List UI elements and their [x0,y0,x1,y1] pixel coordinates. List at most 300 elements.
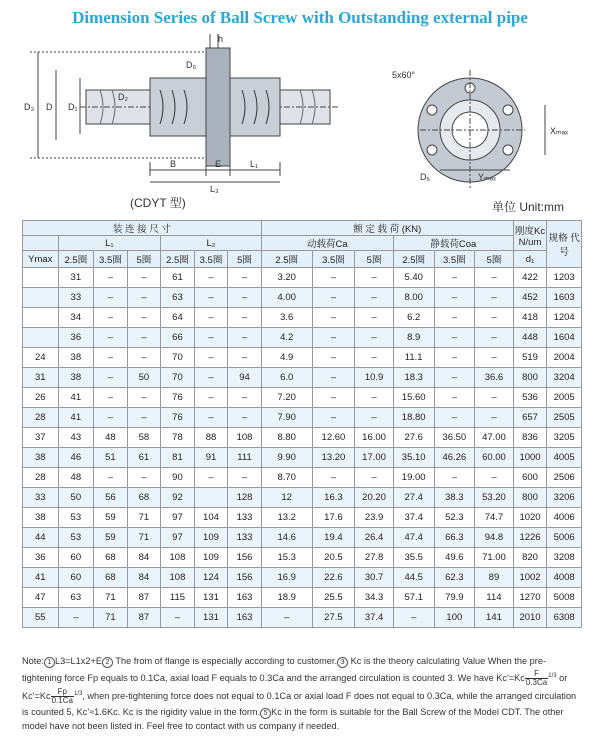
table-cell: 128 [228,488,262,508]
table-cell: – [312,308,355,328]
table-row [23,448,582,468]
table-cell: 53 [58,528,94,548]
table-row [23,588,582,608]
table-cell: 92 [161,488,195,508]
label-l1: L₁ [250,159,259,169]
table-cell: – [94,388,128,408]
table-cell: 37.4 [355,608,394,628]
table-cell: 61 [161,268,195,288]
table-cell: 87 [127,588,161,608]
label-d3: D₃ [24,102,35,112]
table-cell: 3.6 [261,308,312,328]
table-cell: 131 [194,608,228,628]
table-cell: 8.80 [261,428,312,448]
table-cell: 4006 [547,508,582,528]
table-cell: 124 [194,568,228,588]
table-cell: – [475,468,514,488]
table-cell: 5006 [547,528,582,548]
table-cell: 81 [161,448,195,468]
table-cell: – [475,328,514,348]
table-row [23,568,582,588]
table-cell: – [312,368,355,388]
table-cell: 30.7 [355,568,394,588]
table-cell: 8.00 [393,288,434,308]
table-cell: – [194,268,228,288]
table-cell: – [127,288,161,308]
table-cell: 34.3 [355,588,394,608]
column-header: 2.5圈 [58,251,94,268]
label-h: h [218,34,224,44]
table-cell: 59 [94,508,128,528]
table-cell: 91 [194,448,228,468]
table-cell: 2010 [513,608,547,628]
table-cell: 66 [161,328,195,348]
table-cell: – [475,388,514,408]
table-cell: 3204 [547,368,582,388]
table-cell: 3206 [547,488,582,508]
table-cell: – [127,328,161,348]
table-row [23,528,582,548]
table-cell: 6.2 [393,308,434,328]
table-cell: 46.26 [434,448,475,468]
table-cell: 60 [58,548,94,568]
table-cell: – [475,288,514,308]
table-cell: 27.5 [312,608,355,628]
table-row [23,328,582,348]
table-cell: 18.9 [261,588,312,608]
table-cell: – [161,608,195,628]
table-cell: 23.9 [355,508,394,528]
table-cell: 14.6 [261,528,312,548]
table-cell: 31 [58,268,94,288]
table-cell: 16.9 [261,568,312,588]
table-cell: 100 [434,608,475,628]
table-cell: 31 [23,368,59,388]
table-cell: – [194,388,228,408]
table-cell [23,288,59,308]
table-cell: 90 [161,468,195,488]
table-cell: 1226 [513,528,547,548]
table-cell: – [261,608,312,628]
table-cell: 104 [194,508,228,528]
table-cell: 156 [228,568,262,588]
table-cell: – [94,268,128,288]
table-cell: 820 [513,548,547,568]
table-cell: 61 [127,448,161,468]
table-cell: 9.90 [261,448,312,468]
table-cell: 1604 [547,328,582,348]
table-cell: 4.00 [261,288,312,308]
table-cell: – [94,348,128,368]
table-cell: – [355,408,394,428]
table-cell: – [434,328,475,348]
label-e: E [215,159,222,169]
table-row [23,388,582,408]
table-cell: – [355,268,394,288]
table-cell: – [355,468,394,488]
table-cell: 19.4 [312,528,355,548]
table-cell: 20.5 [312,548,355,568]
table-row [23,428,582,448]
table-cell: – [194,468,228,488]
label-ymax: Yₘₐₓ [478,172,496,182]
table-cell: – [127,308,161,328]
table-cell: 41 [58,388,94,408]
header-l1: L₁ [58,236,161,251]
table-cell: 59 [94,528,128,548]
table-cell: – [194,308,228,328]
table-cell: 64 [161,308,195,328]
table-cell: – [434,288,475,308]
table-cell: 114 [475,588,514,608]
table-cell: 519 [513,348,547,368]
table-cell: 27.8 [355,548,394,568]
column-header: 5圈 [475,251,514,268]
table-cell: 5008 [547,588,582,608]
table-cell: 3205 [547,428,582,448]
table-cell: – [475,348,514,368]
table-cell: – [312,468,355,488]
table-cell: 657 [513,408,547,428]
table-cell: 16.3 [312,488,355,508]
model-label: (CDYT 型) [130,196,186,210]
fraction-pretension: $\frac{Fp}{0.1Ca}$ [51,686,73,705]
table-cell: 33 [23,488,59,508]
table-cell: – [434,348,475,368]
column-header: d₁ [513,251,547,268]
table-row [23,308,582,328]
table-cell: 38 [23,448,59,468]
table-cell: 71 [127,528,161,548]
table-cell: 1000 [513,448,547,468]
table-cell: 163 [228,608,262,628]
table-cell: 38 [58,348,94,368]
table-cell: – [194,408,228,428]
table-cell: 71 [127,508,161,528]
table-cell: 1270 [513,588,547,608]
table-cell: 68 [94,548,128,568]
table-row [23,488,582,508]
table-cell: 41 [58,408,94,428]
header-l2: L₂ [161,236,262,251]
table-cell: 43 [58,428,94,448]
table-cell: 2505 [547,408,582,428]
table-row [23,548,582,568]
table-cell: 36 [58,328,94,348]
table-row [23,408,582,428]
table-cell: 1603 [547,288,582,308]
label-d5: D₅ [420,172,431,182]
table-cell: – [312,348,355,368]
table-row [23,468,582,488]
table-cell: 133 [228,508,262,528]
column-header: 5圈 [228,251,262,268]
table-cell: 53.20 [475,488,514,508]
table-cell: – [94,368,128,388]
table-cell: – [94,288,128,308]
column-header: 5圈 [127,251,161,268]
table-cell: 10.9 [355,368,394,388]
table-cell: 76 [161,408,195,428]
header-spec: 规格 代号 [547,221,582,268]
table-cell: 47.00 [475,428,514,448]
column-header: 2.5圈 [161,251,195,268]
table-cell: 836 [513,428,547,448]
column-header: 2.5圈 [261,251,312,268]
label-d6: D₆ [186,60,197,70]
table-cell: 37.4 [393,508,434,528]
table-cell: 60.00 [475,448,514,468]
table-cell: 422 [513,268,547,288]
column-header: 3.5圈 [94,251,128,268]
dimension-table [22,220,582,628]
table-cell: 47.4 [393,528,434,548]
table-cell: 22.6 [312,568,355,588]
table-row [23,608,582,628]
column-header: 3.5圈 [312,251,355,268]
table-cell: – [194,348,228,368]
fraction-load: $\frac{F}{0.3Ca}$ [525,668,548,687]
table-row [23,508,582,528]
table-cell [23,328,59,348]
table-cell: 452 [513,288,547,308]
table-cell: – [194,328,228,348]
table-cell: 71 [94,588,128,608]
table-cell: 1203 [547,268,582,288]
header-stiffness: 刚度Kc N/um [513,221,547,251]
label-d1: D₁ [68,102,78,112]
table-cell: 2004 [547,348,582,368]
table-cell: 6.0 [261,368,312,388]
table-cell: 24 [23,348,59,368]
table-cell: 800 [513,368,547,388]
table-cell: 38 [23,508,59,528]
table-cell: – [434,468,475,488]
table-cell: 18.3 [393,368,434,388]
table-cell: 3208 [547,548,582,568]
table-cell: 46 [58,448,94,468]
table-cell: 94 [228,368,262,388]
table-cell: 68 [127,488,161,508]
table-cell: – [228,388,262,408]
table-cell: 36 [23,548,59,568]
table-cell: 4005 [547,448,582,468]
table-cell: 28 [23,408,59,428]
table-cell: 48 [58,468,94,488]
table-cell: – [312,268,355,288]
table-cell: – [434,408,475,428]
table-row [23,268,582,288]
table-cell: 49.6 [434,548,475,568]
table-cell: 111 [228,448,262,468]
table-cell: – [194,368,228,388]
table-cell: 8.9 [393,328,434,348]
table-cell: 11.1 [393,348,434,368]
table-row [23,288,582,308]
table-cell: – [475,308,514,328]
table-cell: 26 [23,388,59,408]
table-cell: 60 [58,568,94,588]
table-cell: 33 [58,288,94,308]
table-cell: 41 [23,568,59,588]
page-title: Dimension Series of Ball Screw with Outstanding external pipe [72,8,528,27]
table-cell: 133 [228,528,262,548]
table-cell: 1020 [513,508,547,528]
table-cell: 17.00 [355,448,394,468]
table-cell: 8.70 [261,468,312,488]
table-cell [23,308,59,328]
table-cell: – [475,408,514,428]
table-cell: 63 [161,288,195,308]
table-cell: – [312,408,355,428]
label-d2: D₂ [118,92,128,102]
table-cell: 448 [513,328,547,348]
table-cell: 115 [161,588,195,608]
unit-label: 单位 Unit:mm [492,200,565,214]
table-cell: 71.00 [475,548,514,568]
table-cell: 36.6 [475,368,514,388]
table-cell: 84 [127,568,161,588]
table-cell: 66.3 [434,528,475,548]
table-cell: – [228,468,262,488]
table-cell: 38.3 [434,488,475,508]
table-cell: – [355,308,394,328]
table-cell: 6308 [547,608,582,628]
table-cell: 131 [194,588,228,608]
table-row [23,348,582,368]
table-cell: – [58,608,94,628]
table-cell: 27.6 [393,428,434,448]
header-dyn: 动载荷Ca [261,236,393,251]
table-cell: 68 [94,568,128,588]
table-cell: 20.20 [355,488,394,508]
label-d: D [46,102,53,112]
table-cell: 71 [94,608,128,628]
table-cell: – [194,288,228,308]
table-cell: 12 [261,488,312,508]
table-cell: – [228,408,262,428]
table-cell: 800 [513,488,547,508]
table-cell: 7.20 [261,388,312,408]
table-cell: – [228,288,262,308]
table-cell: 79.9 [434,588,475,608]
table-cell: 108 [161,548,195,568]
table-cell: 70 [161,348,195,368]
table-cell: 37 [23,428,59,448]
table-cell: 600 [513,468,547,488]
table-cell: 36.50 [434,428,475,448]
label-b: B [170,159,177,169]
table-cell: – [475,268,514,288]
table-cell: 4.9 [261,348,312,368]
table-cell: 87 [127,608,161,628]
column-header: 2.5圈 [393,251,434,268]
table-cell: 70 [161,368,195,388]
table-cell: 51 [94,448,128,468]
table-cell: 57.1 [393,588,434,608]
table-cell: – [127,388,161,408]
column-header: 3.5圈 [434,251,475,268]
table-cell: 17.6 [312,508,355,528]
table-cell: 418 [513,308,547,328]
table-cell: 15.3 [261,548,312,568]
table-cell: 84 [127,548,161,568]
ball-screw-diagram [0,30,600,215]
table-cell: 58 [127,428,161,448]
table-cell: 15.60 [393,388,434,408]
table-cell: 109 [194,528,228,548]
table-cell: 97 [161,508,195,528]
table-cell: – [127,268,161,288]
table-cell: – [434,308,475,328]
table-cell: 35.5 [393,548,434,568]
table-cell: 44 [23,528,59,548]
table-cell: 38 [58,368,94,388]
label-angle: 5x60° [392,70,416,80]
table-cell: 50 [58,488,94,508]
table-cell: 50 [127,368,161,388]
header-group-dim: 装 连 接 尺 寸 [23,221,262,236]
table-cell: 78 [161,428,195,448]
table-cell: 2005 [547,388,582,408]
label-l3: L₃ [210,184,219,194]
table-cell: 35.10 [393,448,434,468]
table-cell: – [355,348,394,368]
footnote: Note: 1 L3=L1x2+E 2 The from of flange is especially according to customer. 3 Kc is the theory calculating Value When the pre-tightening force Fp equals to 0.1Ca, axial load F equals to 0.3Ca and the arranged circulation is counted 3. We have Kc'=Kc $\frac{F}{0.3Ca}$ $^{1/3}$ or Kc'=Kc $\frac{Fp}{0.1Ca}$ $^{1/3}$, when pre-tightening force does not equal to 0.1Ca or axial load F does not equal to 0.3Ca, while the arranged circulation is counted 5, Kc'≈1.6Kc. Kc is the rigidity value in the form. 5 Kc in the form is suitable for the Ball Screw of the Model CDT. The other model have not been listed in. Feel free to contact with us company if needed. [22,656,577,732]
table-cell: 13.2 [261,508,312,528]
table-cell: – [434,388,475,408]
table-row [23,368,582,388]
table-cell: – [312,288,355,308]
table-cell: 34 [58,308,94,328]
table-cell: – [312,328,355,348]
table-cell: 76 [161,388,195,408]
table-cell: 141 [475,608,514,628]
table-cell: 62.3 [434,568,475,588]
table-cell: 27.4 [393,488,434,508]
table-cell: – [228,328,262,348]
table-cell: 13.20 [312,448,355,468]
table-cell: – [127,348,161,368]
column-header: Ymax [23,251,59,268]
table-cell: – [228,348,262,368]
table-cell [23,268,59,288]
table-cell: – [94,328,128,348]
table-cell: – [127,408,161,428]
table-cell: 1002 [513,568,547,588]
table-cell: – [228,268,262,288]
table-cell: 12.60 [312,428,355,448]
table-cell: 48 [94,428,128,448]
header-stat: 静载荷Coa [393,236,513,251]
table-cell: – [355,388,394,408]
table-cell: 26.4 [355,528,394,548]
table-cell: 4008 [547,568,582,588]
table-cell: – [94,308,128,328]
table-cell: – [127,468,161,488]
table-cell: – [94,408,128,428]
column-header: 3.5圈 [194,251,228,268]
table-cell: 25.5 [312,588,355,608]
table-cell: 28 [23,468,59,488]
table-cell: 16.00 [355,428,394,448]
table-cell: 74.7 [475,508,514,528]
table-cell: 55 [23,608,59,628]
table-cell: – [312,388,355,408]
table-cell: – [94,468,128,488]
table-cell: 1204 [547,308,582,328]
table-cell: 53 [58,508,94,528]
